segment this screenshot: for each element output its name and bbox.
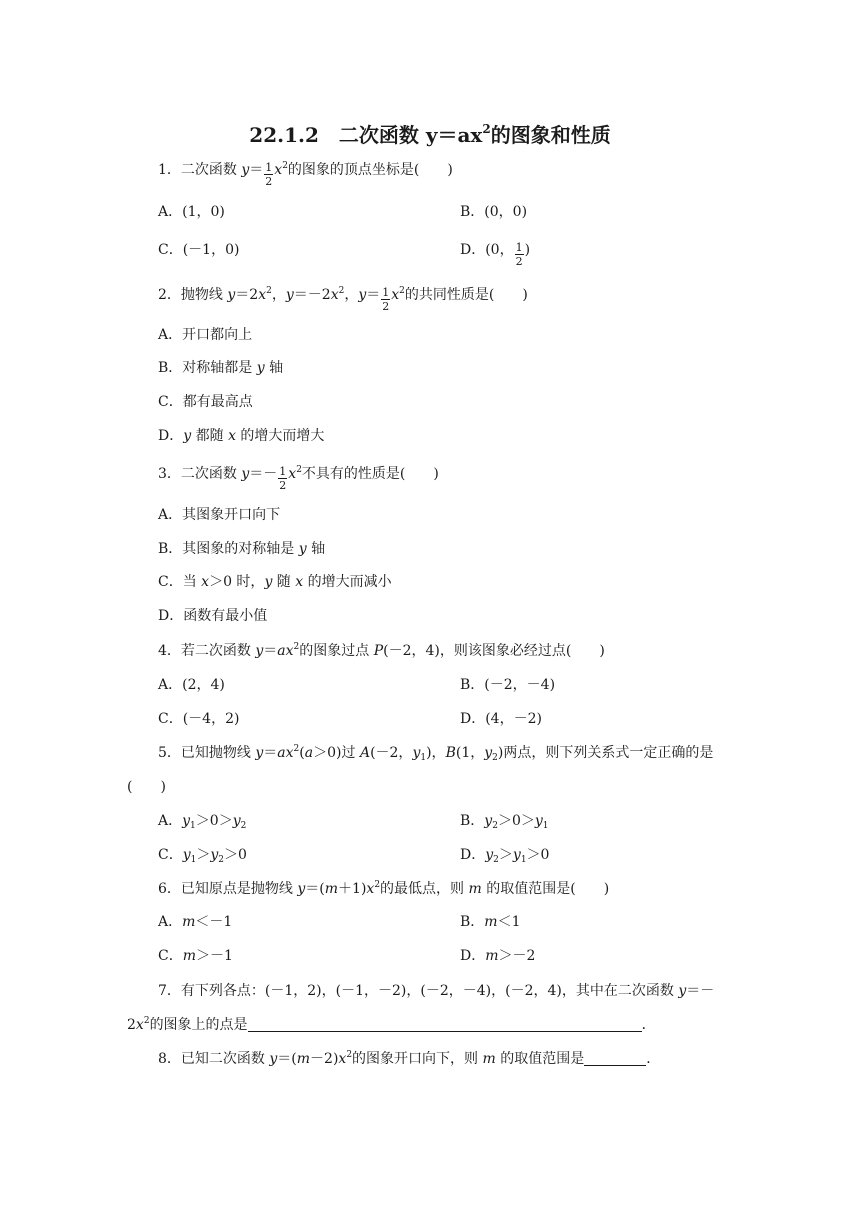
answer-blank-8[interactable] <box>584 1051 646 1066</box>
q3-option-d[interactable]: D．函数有最小值 <box>158 608 268 624</box>
q6-option-a[interactable]: A．m＜－1 <box>158 914 233 930</box>
question-3: 3．二次函数 y＝－ $\frac{1}{2}$ $x^2$不具有的性质是( ) <box>158 465 439 492</box>
question-8: 8．已知二次函数 $y=(m-2)x^2$的图象开口向下，则 m 的取值范围是 ． <box>158 1050 661 1067</box>
question-6: 6．已知原点是抛物线 $y=(m+1)x^2$的最低点，则 m 的取值范围是( ) <box>158 880 610 897</box>
q3-option-b[interactable]: B．其图象的对称轴是 y 轴 <box>158 541 326 557</box>
q5-option-a[interactable]: A．$y_1>0>y_2$ <box>158 813 247 831</box>
question-7-cont: $2x^2$的图象上的点是 ． <box>127 1016 656 1033</box>
answer-blank-7[interactable] <box>248 1017 642 1032</box>
q2-option-b[interactable]: B．对称轴都是 y 轴 <box>158 360 284 376</box>
question-5-cont: ( ) <box>127 779 166 795</box>
question-7: 7．有下列各点：(－1，2)，(－1，－2)，(－2，－4)，(－2，4)，其中在二次函数 y＝－ <box>158 983 715 999</box>
q4-option-d[interactable]: D．(4，－2) <box>460 711 542 727</box>
q1-option-b[interactable]: B．(0，0) <box>460 204 528 220</box>
question-4: 4．若二次函数 $y=ax^2$的图象过点 P(－2，4)，则该图象必经过点( ) <box>158 642 605 659</box>
q2-option-d[interactable]: D．y 都随 x 的增大而增大 <box>158 428 325 444</box>
q1-option-d[interactable]: D．(0， $\frac{1}{2}$ ) <box>460 241 531 268</box>
q1-option-c[interactable]: C．(－1，0) <box>158 242 240 258</box>
q2-option-a[interactable]: A．开口都向上 <box>158 327 253 343</box>
q6-option-d[interactable]: D．m＞－2 <box>460 948 536 964</box>
q4-option-a[interactable]: A．(2，4) <box>158 677 225 693</box>
page-title: 22.1.2 二次函数 $y=ax^2$的图象和性质 <box>249 122 611 147</box>
q4-option-b[interactable]: B．(－2，－4) <box>460 677 556 693</box>
q1-option-a[interactable]: A．(1，0) <box>158 204 225 220</box>
q5-option-c[interactable]: C．$y_1>y_2>0$ <box>158 847 247 865</box>
question-2: 2．抛物线 $y=2x^2$，$y=-2x^2$，y＝ $\frac{1}{2}$ $x^2$的共同性质是( ) <box>158 286 528 313</box>
question-1: 1．二次函数 y＝ $\frac{1}{2}$ $x^2$的图象的顶点坐标是( ) <box>158 161 453 188</box>
q4-option-c[interactable]: C．(－4，2) <box>158 711 240 727</box>
question-5: 5．已知抛物线 $y=ax^2(a>0)$过 A(－2，$y_1$)，B(1，$y_2$)两点，则下列关系式一定正确的是 <box>158 744 714 763</box>
q3-option-c[interactable]: C．当 x＞0 时，y 随 x 的增大而减小 <box>158 574 392 590</box>
q5-option-b[interactable]: B．$y_2>0>y_1$ <box>460 813 549 831</box>
q2-option-c[interactable]: C．都有最高点 <box>158 394 253 410</box>
q6-option-b[interactable]: B．m＜1 <box>460 914 521 930</box>
q5-option-d[interactable]: D．$y_2>y_1>0$ <box>460 847 550 865</box>
q6-option-c[interactable]: C．m＞－1 <box>158 948 233 964</box>
q3-option-a[interactable]: A．其图象开口向下 <box>158 507 281 523</box>
